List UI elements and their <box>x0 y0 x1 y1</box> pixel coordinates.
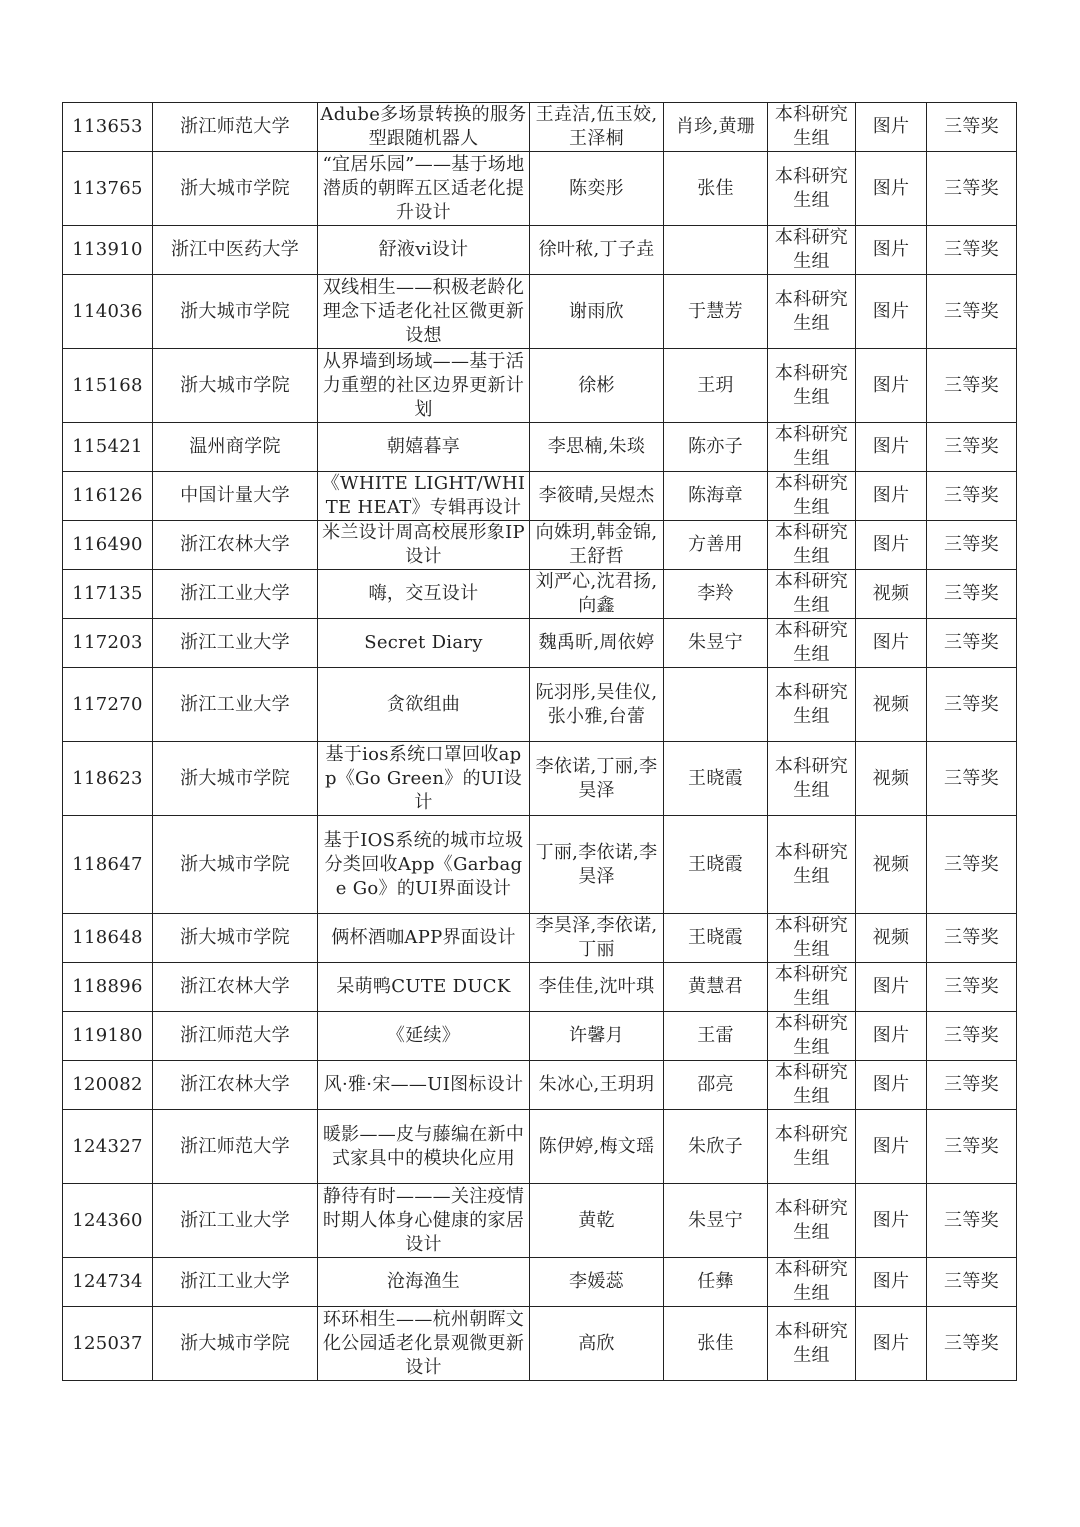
work-title: “宜居乐园”——基于场地潜质的朝晖五区适老化提升设计 <box>318 152 530 226</box>
work-title: 嗨，交互设计 <box>318 570 530 619</box>
group: 本科研究生组 <box>768 1012 856 1061</box>
work-type: 图片 <box>856 1110 927 1184</box>
advisor: 张佳 <box>664 1307 768 1381</box>
work-title: 环环相生——杭州朝晖文化公园适老化景观微更新设计 <box>318 1307 530 1381</box>
work-type: 视频 <box>856 668 927 742</box>
award: 三等奖 <box>927 1110 1017 1184</box>
group: 本科研究生组 <box>768 1307 856 1381</box>
award: 三等奖 <box>927 521 1017 570</box>
group: 本科研究生组 <box>768 1184 856 1258</box>
work-type: 图片 <box>856 152 927 226</box>
work-type: 图片 <box>856 349 927 423</box>
school: 浙大城市学院 <box>153 349 318 423</box>
entry-id: 117135 <box>63 570 153 619</box>
students: 李筱晴,吴煜杰 <box>530 472 664 521</box>
advisor: 方善用 <box>664 521 768 570</box>
entry-id: 117203 <box>63 619 153 668</box>
work-type: 图片 <box>856 1012 927 1061</box>
table-row <box>63 521 1017 570</box>
advisor: 李羚 <box>664 570 768 619</box>
students: 徐彬 <box>530 349 664 423</box>
advisor: 王晓霞 <box>664 914 768 963</box>
students: 李昊泽,李依诺,丁丽 <box>530 914 664 963</box>
work-type: 图片 <box>856 103 927 152</box>
students: 王垚洁,伍玉姣,王泽桐 <box>530 103 664 152</box>
entry-id: 124360 <box>63 1184 153 1258</box>
advisor: 王晓霞 <box>664 742 768 816</box>
table-row <box>63 1110 1017 1184</box>
school: 浙大城市学院 <box>153 914 318 963</box>
school: 浙江师范大学 <box>153 1110 318 1184</box>
work-type: 视频 <box>856 816 927 914</box>
entry-id: 124734 <box>63 1258 153 1307</box>
award: 三等奖 <box>927 619 1017 668</box>
school: 浙大城市学院 <box>153 742 318 816</box>
students: 李依诺,丁丽,李昊泽 <box>530 742 664 816</box>
school: 浙大城市学院 <box>153 816 318 914</box>
entry-id: 118648 <box>63 914 153 963</box>
table-row <box>63 472 1017 521</box>
students: 李思楠,朱琰 <box>530 423 664 472</box>
group: 本科研究生组 <box>768 963 856 1012</box>
award: 三等奖 <box>927 1184 1017 1258</box>
table-row <box>63 152 1017 226</box>
entry-id: 120082 <box>63 1061 153 1110</box>
award: 三等奖 <box>927 668 1017 742</box>
students: 黄乾 <box>530 1184 664 1258</box>
work-type: 图片 <box>856 1184 927 1258</box>
table-row <box>63 1307 1017 1381</box>
group: 本科研究生组 <box>768 152 856 226</box>
advisor: 王晓霞 <box>664 816 768 914</box>
award: 三等奖 <box>927 570 1017 619</box>
school: 浙江工业大学 <box>153 570 318 619</box>
work-type: 图片 <box>856 275 927 349</box>
group: 本科研究生组 <box>768 914 856 963</box>
students: 阮羽彤,吴佳仪,张小雅,台蕾 <box>530 668 664 742</box>
award: 三等奖 <box>927 742 1017 816</box>
school: 浙江农林大学 <box>153 963 318 1012</box>
work-type: 图片 <box>856 1258 927 1307</box>
work-type: 图片 <box>856 1061 927 1110</box>
advisor: 朱欣子 <box>664 1110 768 1184</box>
group: 本科研究生组 <box>768 1061 856 1110</box>
group: 本科研究生组 <box>768 472 856 521</box>
table-row <box>63 668 1017 742</box>
entry-id: 114036 <box>63 275 153 349</box>
entry-id: 115421 <box>63 423 153 472</box>
award: 三等奖 <box>927 963 1017 1012</box>
students: 徐叶秾,丁子垚 <box>530 226 664 275</box>
students: 向姝玥,韩金锦,王舒哲 <box>530 521 664 570</box>
table-row <box>63 816 1017 914</box>
group: 本科研究生组 <box>768 103 856 152</box>
work-title: 俩杯酒咖APP界面设计 <box>318 914 530 963</box>
work-type: 图片 <box>856 423 927 472</box>
students: 李媛蕊 <box>530 1258 664 1307</box>
advisor: 陈海章 <box>664 472 768 521</box>
group: 本科研究生组 <box>768 1110 856 1184</box>
work-title: 朝嬉暮享 <box>318 423 530 472</box>
work-title: 呆萌鸭CUTE DUCK <box>318 963 530 1012</box>
entry-id: 113765 <box>63 152 153 226</box>
award: 三等奖 <box>927 152 1017 226</box>
work-title: 贪欲组曲 <box>318 668 530 742</box>
table-row <box>63 1258 1017 1307</box>
work-title: 从界墙到场域——基于活力重塑的社区边界更新计划 <box>318 349 530 423</box>
advisor <box>664 668 768 742</box>
award: 三等奖 <box>927 423 1017 472</box>
school: 浙江农林大学 <box>153 1061 318 1110</box>
entry-id: 116126 <box>63 472 153 521</box>
work-title: 静待有时———关注疫情时期人体身心健康的家居设计 <box>318 1184 530 1258</box>
work-type: 图片 <box>856 521 927 570</box>
table-row <box>63 914 1017 963</box>
advisor: 黄慧君 <box>664 963 768 1012</box>
advisor: 邵亮 <box>664 1061 768 1110</box>
work-type: 图片 <box>856 963 927 1012</box>
school: 浙江工业大学 <box>153 619 318 668</box>
table-row <box>63 226 1017 275</box>
entry-id: 118647 <box>63 816 153 914</box>
table-row <box>63 570 1017 619</box>
school: 浙大城市学院 <box>153 275 318 349</box>
students: 丁丽,李依诺,李昊泽 <box>530 816 664 914</box>
entry-id: 124327 <box>63 1110 153 1184</box>
group: 本科研究生组 <box>768 226 856 275</box>
award: 三等奖 <box>927 914 1017 963</box>
work-type: 视频 <box>856 914 927 963</box>
advisor: 朱昱宁 <box>664 619 768 668</box>
entry-id: 116490 <box>63 521 153 570</box>
group: 本科研究生组 <box>768 349 856 423</box>
students: 李佳佳,沈叶琪 <box>530 963 664 1012</box>
group: 本科研究生组 <box>768 570 856 619</box>
award: 三等奖 <box>927 275 1017 349</box>
group: 本科研究生组 <box>768 275 856 349</box>
table-row <box>63 1012 1017 1061</box>
students: 朱冰心,王玥玥 <box>530 1061 664 1110</box>
work-title: 《延续》 <box>318 1012 530 1061</box>
group: 本科研究生组 <box>768 423 856 472</box>
group: 本科研究生组 <box>768 1258 856 1307</box>
award: 三等奖 <box>927 349 1017 423</box>
award: 三等奖 <box>927 816 1017 914</box>
award: 三等奖 <box>927 1307 1017 1381</box>
entry-id: 118896 <box>63 963 153 1012</box>
group: 本科研究生组 <box>768 742 856 816</box>
table-row <box>63 619 1017 668</box>
advisor: 于慧芳 <box>664 275 768 349</box>
entry-id: 119180 <box>63 1012 153 1061</box>
advisor: 朱昱宁 <box>664 1184 768 1258</box>
entry-id: 125037 <box>63 1307 153 1381</box>
students: 许馨月 <box>530 1012 664 1061</box>
award: 三等奖 <box>927 1012 1017 1061</box>
work-type: 视频 <box>856 742 927 816</box>
group: 本科研究生组 <box>768 619 856 668</box>
students: 高欣 <box>530 1307 664 1381</box>
advisor: 王玥 <box>664 349 768 423</box>
work-type: 图片 <box>856 472 927 521</box>
group: 本科研究生组 <box>768 816 856 914</box>
table-row <box>63 349 1017 423</box>
school: 浙江师范大学 <box>153 103 318 152</box>
award: 三等奖 <box>927 472 1017 521</box>
work-title: 暖影——皮与藤编在新中式家具中的模块化应用 <box>318 1110 530 1184</box>
school: 浙江师范大学 <box>153 1012 318 1061</box>
advisor <box>664 226 768 275</box>
school: 浙大城市学院 <box>153 152 318 226</box>
students: 刘严心,沈君扬,向鑫 <box>530 570 664 619</box>
entry-id: 117270 <box>63 668 153 742</box>
work-title: Secret Diary <box>318 619 530 668</box>
school: 浙江农林大学 <box>153 521 318 570</box>
work-type: 视频 <box>856 570 927 619</box>
students: 魏禹昕,周依婷 <box>530 619 664 668</box>
award: 三等奖 <box>927 226 1017 275</box>
work-title: 沧海渔生 <box>318 1258 530 1307</box>
work-title: 《WHITE LIGHT/WHITE HEAT》专辑再设计 <box>318 472 530 521</box>
school: 浙江工业大学 <box>153 1184 318 1258</box>
group: 本科研究生组 <box>768 521 856 570</box>
table-row <box>63 1061 1017 1110</box>
table-row <box>63 963 1017 1012</box>
work-title: 米兰设计周高校展形象IP设计 <box>318 521 530 570</box>
advisor: 陈亦子 <box>664 423 768 472</box>
school: 浙大城市学院 <box>153 1307 318 1381</box>
work-title: 基于ios系统口罩回收app《Go Green》的UI设计 <box>318 742 530 816</box>
work-title: 基于IOS系统的城市垃圾分类回收App《Garbage Go》的UI界面设计 <box>318 816 530 914</box>
award: 三等奖 <box>927 1061 1017 1110</box>
school: 浙江工业大学 <box>153 1258 318 1307</box>
work-type: 图片 <box>856 226 927 275</box>
work-title: Adube多场景转换的服务型跟随机器人 <box>318 103 530 152</box>
table-row <box>63 275 1017 349</box>
entry-id: 115168 <box>63 349 153 423</box>
work-type: 图片 <box>856 619 927 668</box>
table-row <box>63 103 1017 152</box>
work-title: 双线相生——积极老龄化理念下适老化社区微更新设想 <box>318 275 530 349</box>
school: 浙江中医药大学 <box>153 226 318 275</box>
students: 陈奕彤 <box>530 152 664 226</box>
advisor: 肖珍,黄珊 <box>664 103 768 152</box>
advisor: 张佳 <box>664 152 768 226</box>
work-title: 风·雅·宋——UI图标设计 <box>318 1061 530 1110</box>
entry-id: 113653 <box>63 103 153 152</box>
advisor: 王雷 <box>664 1012 768 1061</box>
work-title: 舒液vi设计 <box>318 226 530 275</box>
advisor: 任彝 <box>664 1258 768 1307</box>
school: 浙江工业大学 <box>153 668 318 742</box>
table-row <box>63 423 1017 472</box>
awards-table <box>62 102 1017 1381</box>
group: 本科研究生组 <box>768 668 856 742</box>
table-row <box>63 742 1017 816</box>
students: 陈伊婷,梅文瑶 <box>530 1110 664 1184</box>
students: 谢雨欣 <box>530 275 664 349</box>
award: 三等奖 <box>927 1258 1017 1307</box>
school: 中国计量大学 <box>153 472 318 521</box>
school: 温州商学院 <box>153 423 318 472</box>
table-row <box>63 1184 1017 1258</box>
work-type: 图片 <box>856 1307 927 1381</box>
entry-id: 113910 <box>63 226 153 275</box>
award: 三等奖 <box>927 103 1017 152</box>
entry-id: 118623 <box>63 742 153 816</box>
